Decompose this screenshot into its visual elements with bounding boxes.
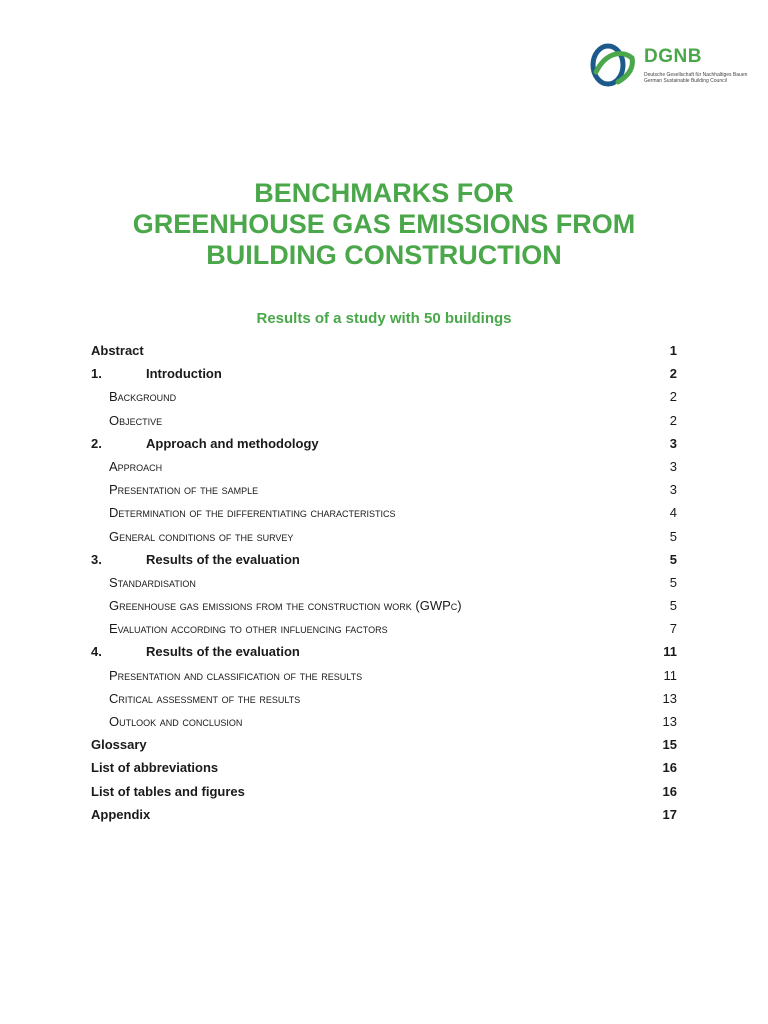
- toc-entry[interactable]: [91, 688, 677, 711]
- toc-entry-title: Outlook and conclusion: [109, 714, 243, 729]
- toc-entry-number: 4.: [91, 644, 102, 660]
- toc-entry-title: Greenhouse gas emissions from the construction work (GWPc): [109, 598, 462, 614]
- toc-entry-page: 5: [669, 598, 677, 614]
- toc-entry-page: 15: [662, 737, 677, 753]
- logo-tagline-en: German Sustainable Building Council: [644, 78, 727, 84]
- toc-entry-page: 2: [669, 366, 677, 382]
- toc-entry-title: Introduction: [146, 366, 222, 382]
- toc-entry-page: 2: [669, 389, 677, 405]
- toc-entry[interactable]: [91, 502, 677, 525]
- toc-entry-page: 7: [669, 621, 677, 637]
- toc-entry-page: 16: [662, 783, 677, 799]
- toc-entry-title: List of tables and figures: [91, 783, 245, 799]
- toc-entry[interactable]: [91, 804, 677, 827]
- toc-entry-title: Glossary: [91, 737, 147, 753]
- toc-entry-title: Determination of the differentiating characteristics: [109, 505, 396, 521]
- toc-entry-page: 3: [669, 482, 677, 498]
- toc-entry-page: 3: [669, 458, 677, 474]
- toc-entry[interactable]: [91, 641, 677, 664]
- toc-entry-title: General conditions of the survey: [109, 528, 294, 544]
- toc-entry-page: 16: [662, 760, 677, 776]
- toc-entry-title: List of abbreviations: [91, 760, 219, 776]
- toc-entry-page: 11: [663, 644, 677, 660]
- toc-entry[interactable]: [91, 734, 677, 757]
- toc-entry[interactable]: [91, 410, 677, 433]
- logo-tagline-de: Deutsche Gesellschaft für Nachhaltiges Bauen: [644, 72, 748, 78]
- table-of-contents: [91, 340, 677, 827]
- toc-entry-title: Presentation of the sample: [109, 482, 259, 498]
- toc-entry[interactable]: [91, 781, 677, 804]
- toc-entry-title: Results of the evaluation: [146, 551, 300, 567]
- toc-entry-title: Approach and methodology: [146, 435, 319, 451]
- toc-entry-title: Critical assessment of the results: [109, 690, 301, 706]
- toc-entry[interactable]: [91, 386, 677, 409]
- toc-entry[interactable]: [91, 340, 677, 363]
- toc-entry-page: 5: [669, 528, 677, 544]
- toc-entry-title: Approach: [109, 458, 163, 474]
- title-line-1: BENCHMARKS FOR: [254, 178, 514, 208]
- toc-entry-page: 3: [669, 435, 677, 451]
- toc-entry-page: 4: [669, 505, 677, 521]
- toc-entry[interactable]: [91, 572, 677, 595]
- toc-entry-page: 17: [662, 806, 677, 822]
- toc-entry-page: 1: [669, 343, 677, 358]
- toc-entry-page: 11: [663, 667, 677, 683]
- toc-entry[interactable]: [91, 456, 677, 479]
- toc-entry[interactable]: [91, 363, 677, 386]
- toc-entry[interactable]: [91, 595, 677, 618]
- toc-entry-title: Presentation and classification of the results: [109, 667, 363, 683]
- toc-entry[interactable]: [91, 526, 677, 549]
- toc-entry-page: 2: [669, 412, 677, 428]
- toc-entry[interactable]: [91, 757, 677, 780]
- dgnb-logo-icon: [588, 42, 636, 88]
- toc-entry-number: 2.: [91, 435, 102, 451]
- document-title: [0, 178, 768, 271]
- toc-entry-title: Appendix: [91, 806, 151, 822]
- toc-entry-title: Evaluation according to other influencing factors: [109, 621, 388, 637]
- document-subtitle: Results of a study with 50 buildings: [256, 310, 512, 327]
- toc-entry-title: Results of the evaluation: [146, 644, 300, 660]
- toc-entry[interactable]: [91, 665, 677, 688]
- toc-entry[interactable]: [91, 479, 677, 502]
- toc-entry[interactable]: [91, 618, 677, 641]
- toc-entry-page: 13: [662, 714, 677, 729]
- toc-entry-page: 13: [662, 690, 677, 706]
- toc-entry-number: 1.: [91, 366, 102, 382]
- toc-entry[interactable]: [91, 433, 677, 456]
- toc-entry[interactable]: [91, 711, 677, 734]
- toc-entry-number: 3.: [91, 551, 102, 567]
- title-line-3: BUILDING CONSTRUCTION: [206, 240, 562, 270]
- toc-entry-page: 5: [669, 551, 677, 567]
- toc-entry[interactable]: [91, 549, 677, 572]
- toc-entry-title: Objective: [109, 412, 163, 428]
- toc-entry-title: Abstract: [91, 343, 144, 358]
- logo-wordmark: DGNB: [644, 46, 702, 67]
- dgnb-logo: [588, 42, 748, 88]
- toc-entry-title: Background: [109, 389, 177, 405]
- title-line-2: GREENHOUSE GAS EMISSIONS FROM: [132, 209, 636, 239]
- toc-entry-page: 5: [669, 574, 677, 590]
- toc-entry-title: Standardisation: [109, 574, 196, 590]
